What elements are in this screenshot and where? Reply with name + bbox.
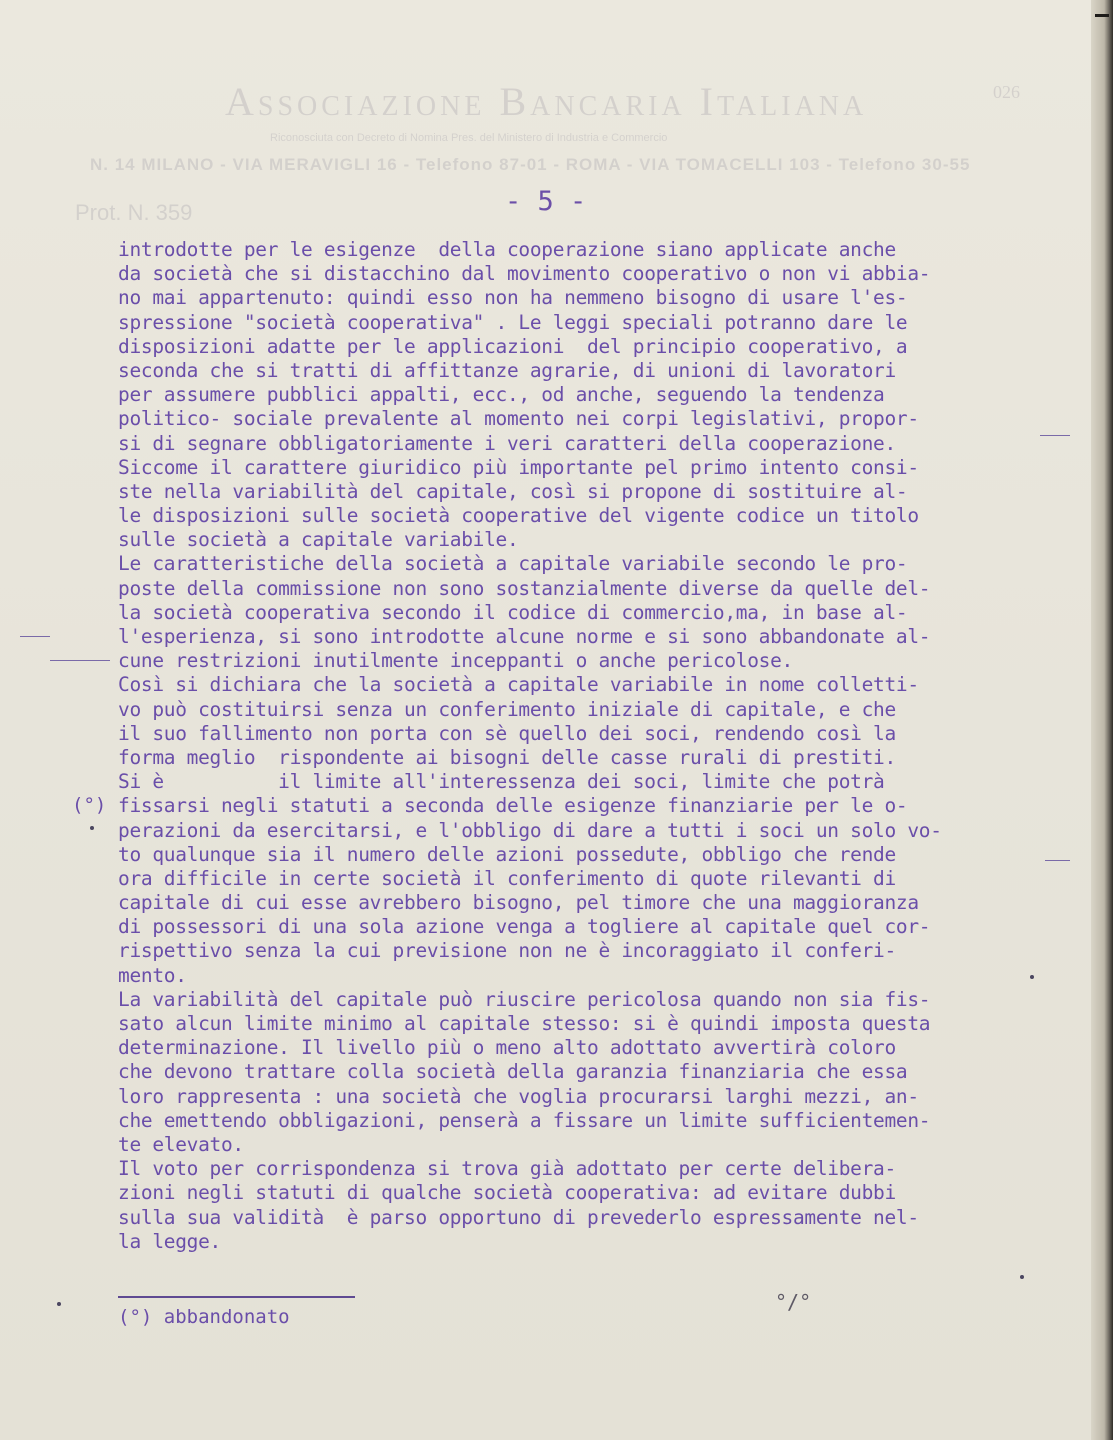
- footnote-rule: [118, 1296, 355, 1298]
- margin-dash: [20, 636, 50, 637]
- end-mark: °/°: [775, 1290, 812, 1314]
- body-line: mento.: [118, 963, 187, 987]
- stray-dot: [90, 826, 94, 830]
- body-line: la legge.: [118, 1229, 221, 1253]
- body-line: zioni negli statuti di qualche società cooperativa: ad evitare dubbi: [118, 1181, 896, 1205]
- body-line: spressione "società cooperativa" . Le leggi speciali potranno dare le: [118, 310, 908, 334]
- body-line: cune restrizioni inutilmente inceppanti o anche pericolose.: [118, 649, 793, 673]
- letterhead-subtitle: Riconosciuta con Decreto di Nomina Pres. del Ministero di Industria e Commercio: [270, 132, 668, 144]
- stray-dot: [1030, 975, 1034, 979]
- body-line: poste della commissione non sono sostanzialmente diverse da quelle del-: [118, 576, 931, 600]
- body-line: che emettendo obbligazioni, penserà a fissare un limite sufficientemen-: [118, 1108, 931, 1132]
- margin-dash: [1045, 860, 1070, 861]
- body-line: Così si dichiara che la società a capitale variabile in nome colletti-: [118, 673, 919, 697]
- body-line: da società che si distacchino dal movimento cooperativo o non vi abbia-: [118, 262, 931, 286]
- body-line: le disposizioni sulle società cooperative del vigente codice un titolo: [118, 504, 919, 528]
- body-line: seconda che si tratti di affittanze agrarie, di unioni di lavoratori: [118, 358, 896, 382]
- body-line: Il voto per corrispondenza si trova già adottato per certe delibera-: [118, 1157, 896, 1181]
- body-line: te elevato.: [118, 1132, 244, 1156]
- body-line: per assumere pubblici appalti, ecc., od anche, seguendo la tendenza: [118, 383, 885, 407]
- body-line: sato alcun limite minimo al capitale stesso: si è quindi imposta questa: [118, 1012, 931, 1035]
- margin-dash: [1040, 435, 1070, 436]
- stray-dot: [1020, 1275, 1024, 1279]
- body-line: che devono trattare colla società della garanzia finanziaria che essa: [118, 1060, 908, 1084]
- body-line: la società cooperativa secondo il codice di commercio,ma, in base al-: [118, 600, 908, 624]
- body-line: to qualunque sia il numero delle azioni possedute, obbligo che rende: [118, 842, 896, 866]
- body-line: perazioni da esercitarsi, e l'obbligo di dare a tutti i soci un solo vo-: [118, 818, 942, 842]
- body-line: loro rappresenta : una società che voglia procurarsi larghi mezzi, an-: [118, 1084, 919, 1108]
- body-line: disposizioni adatte per le applicazioni del principio cooperativo, a: [118, 334, 908, 358]
- letterhead-protocol: Prot. N. 359: [75, 200, 193, 225]
- body-line: capitale di cui esse avrebbero bisogno, pel timore che una maggioranza: [118, 891, 919, 915]
- body-line: il suo fallimento non porta con sè quello dei soci, rendendo così la: [118, 721, 896, 745]
- letterhead-address: N. 14 MILANO - VIA MERAVIGLI 16 - Telefono 87-01 - ROMA - VIA TOMACELLI 103 - Telefono 30-55: [90, 155, 971, 174]
- body-line: di possessori di una sola azione venga a togliere al capitale quel cor-: [118, 915, 931, 939]
- page-number: - 5 -: [505, 186, 587, 217]
- body-line: vo può costituirsi senza un conferimento iniziale di capitale, e che: [118, 697, 896, 721]
- body-line: La variabilità del capitale può riuscire pericolosa quando non sia fis-: [118, 987, 931, 1011]
- typed-body: [118, 238, 1058, 1254]
- corner-mark: [1095, 14, 1109, 17]
- body-line: rispettivo senza la cui previsione non ne è incoraggiato il conferi-: [118, 939, 896, 963]
- page-edge: [1091, 0, 1113, 1440]
- body-line: Siccome il carattere giuridico più importante pel primo intento consi-: [118, 455, 919, 479]
- body-line: Si è il limite all'interessenza dei soci, limite che potrà: [118, 770, 885, 794]
- body-line: sulle società a capitale variabile.: [118, 528, 519, 552]
- body-line: sulla sua validità è parso opportuno di prevederlo espressamente nel-: [118, 1205, 919, 1229]
- body-line: politico- sociale prevalente al momento nei corpi legislativi, propor-: [118, 407, 919, 431]
- margin-dash: [50, 660, 110, 661]
- margin-note: (°): [72, 794, 107, 816]
- body-line: ora difficile in certe società il conferimento di quote rilevanti di: [118, 866, 896, 890]
- body-line: ste nella variabilità del capitale, così si propone di sostituire al-: [118, 479, 908, 503]
- body-line: l'esperienza, si sono introdotte alcune norme e si sono abbandonate al-: [118, 625, 931, 648]
- body-line: determinazione. Il livello più o meno alto adottato avvertirà coloro: [118, 1036, 896, 1060]
- body-line: forma meglio rispondente ai bisogni delle casse rurali di prestiti.: [118, 745, 896, 769]
- letterhead-reference-number: 026: [993, 82, 1020, 102]
- letterhead-title: Associazione Bancaria Italiana: [225, 79, 868, 124]
- body-line: Le caratteristiche della società a capitale variabile secondo le pro-: [118, 552, 908, 576]
- footnote: (°) abbandonato: [118, 1306, 290, 1328]
- stray-dot: [57, 1302, 61, 1306]
- body-line: fissarsi negli statuti a seconda delle esigenze finanziarie per le o-: [118, 794, 908, 818]
- body-line: introdotte per le esigenze della cooperazione siano applicate anche: [118, 238, 896, 261]
- body-line: si di segnare obbligatoriamente i veri caratteri della cooperazione.: [118, 431, 896, 455]
- body-line: no mai appartenuto: quindi esso non ha nemmeno bisogno di usare l'es-: [118, 286, 908, 310]
